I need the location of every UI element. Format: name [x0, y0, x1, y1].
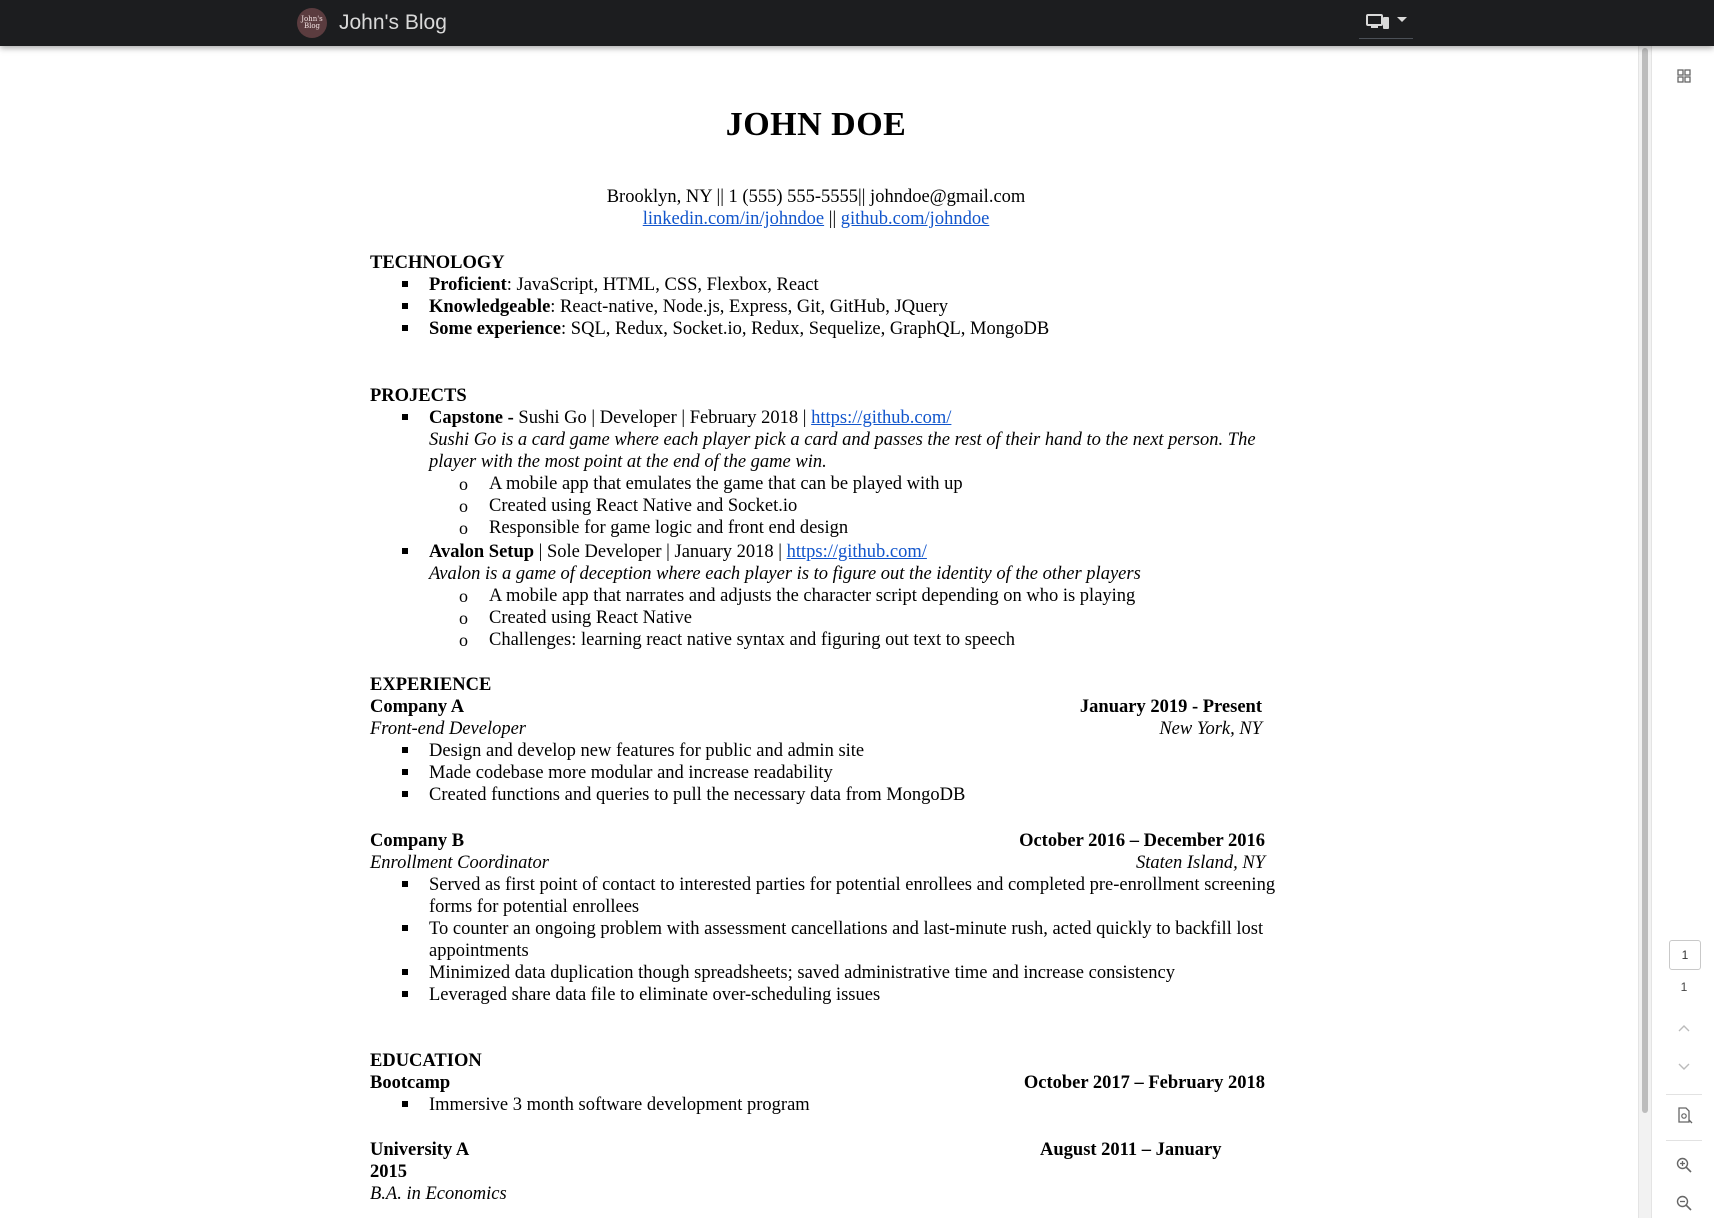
job-point: To counter an ongoing problem with assessment cancellations and last-minute rush, acted quickly to backfill lost [429, 919, 1264, 939]
project-point: Responsible for game logic and front end design [489, 518, 849, 538]
page-total: 1 [1680, 980, 1688, 994]
linkedin-link[interactable]: linkedin.com/in/johndoe [642, 209, 825, 229]
job-point: Design and develop new features for public and admin site [429, 741, 865, 761]
top-navbar [0, 0, 1714, 46]
school-dates: August 2011 – January [1040, 1140, 1222, 1160]
avalon-github-link[interactable]: https://github.com/ [786, 542, 927, 562]
project-capstone-desc-cont: player with the most point at the end of the game win. [429, 452, 827, 472]
job-point-cont: appointments [429, 941, 529, 961]
tech-some-experience: Some experience: SQL, Redux, Socket.io, Redux, Sequelize, GraphQL, MongoDB [429, 319, 1050, 339]
monitor-phone-icon [1366, 13, 1390, 31]
blog-title: John's Blog [339, 11, 447, 34]
tech-proficient: Proficient: JavaScript, HTML, CSS, Flexbox, React [429, 275, 819, 295]
job-company: Company B [370, 831, 465, 851]
document-viewer [0, 46, 1638, 1218]
sub-bullet: o [459, 586, 468, 606]
bullet [402, 325, 408, 331]
chevron-up-icon[interactable] [1672, 1016, 1696, 1040]
job-dates: October 2016 – December 2016 [1019, 831, 1265, 851]
experience-heading: EXPERIENCE [370, 675, 492, 695]
github-link[interactable]: github.com/johndoe [840, 209, 990, 229]
school-degree: B.A. in Economics [370, 1184, 507, 1204]
job-role: Front-end Developer [370, 719, 526, 739]
document-scrollbar[interactable] [1638, 46, 1651, 1218]
project-point: A mobile app that narrates and adjusts the character script depending on who is playing [489, 586, 1136, 606]
job-location: Staten Island, NY [1136, 853, 1265, 873]
bullet [402, 881, 408, 887]
bullet [402, 747, 408, 753]
bullet [402, 548, 408, 554]
device-view-dropdown[interactable] [1359, 6, 1413, 39]
projects-heading: PROJECTS [370, 386, 467, 406]
job-role: Enrollment Coordinator [370, 853, 550, 873]
project-point: A mobile app that emulates the game that can be played with up [489, 474, 963, 494]
job-point: Made codebase more modular and increase readability [429, 763, 833, 783]
blog-home-link[interactable] [297, 5, 447, 41]
caret-down-icon [1397, 17, 1407, 22]
page-number-input[interactable]: 1 [1669, 940, 1701, 970]
tech-knowledgeable: Knowledgeable: React-native, Node.js, Express, Git, GitHub, JQuery [429, 297, 948, 317]
sub-bullet: o [459, 518, 468, 538]
job-point: Created functions and queries to pull the necessary data from MongoDB [429, 785, 966, 805]
project-point: Created using React Native and Socket.io [489, 496, 798, 516]
capstone-github-link[interactable]: https://github.com/ [811, 408, 952, 428]
scrollbar-thumb[interactable] [1642, 48, 1648, 1113]
blog-logo [297, 8, 327, 38]
education-heading: EDUCATION [370, 1051, 482, 1071]
zoom-in-icon[interactable] [1672, 1153, 1696, 1177]
job-point: Minimized data duplication though spreadsheets; saved administrative time and increase consistency [429, 963, 1175, 983]
project-avalon-desc: Avalon is a game of deception where each player is to figure out the identity of the other players [429, 564, 1141, 584]
thumbnails-icon[interactable] [1672, 64, 1696, 88]
sub-bullet: o [459, 608, 468, 628]
profile-links [0, 208, 1632, 230]
links-separator: || [828, 209, 837, 229]
job-location: New York, NY [1159, 719, 1262, 739]
bullet [402, 769, 408, 775]
zoom-out-icon[interactable] [1672, 1191, 1696, 1215]
chevron-down-icon[interactable] [1672, 1055, 1696, 1079]
school-dates-cont: 2015 [370, 1162, 407, 1182]
project-avalon-title: Avalon Setup | Sole Developer | January 2018 | https://github.com/ [429, 542, 927, 562]
bullet [402, 1101, 408, 1107]
project-point: Challenges: learning react native syntax and figuring out text to speech [489, 630, 1016, 650]
technology-heading: TECHNOLOGY [370, 253, 505, 273]
school-name: University A [370, 1140, 470, 1160]
project-capstone-desc: Sushi Go is a card game where each player pick a card and passes the rest of their hand to the next person. The [429, 430, 1256, 450]
bullet [402, 991, 408, 997]
bullet [402, 303, 408, 309]
job-point-cont: forms for potential enrollees [429, 897, 640, 917]
sub-bullet: o [459, 496, 468, 516]
sub-bullet: o [459, 474, 468, 494]
bullet [402, 969, 408, 975]
bullet [402, 414, 408, 420]
bullet [402, 791, 408, 797]
bullet [402, 925, 408, 931]
logo-text: John's Blog [301, 15, 323, 30]
viewer-side-panel [1651, 46, 1714, 1218]
resume-name: JOHN DOE [725, 106, 907, 143]
job-dates: January 2019 - Present [1079, 697, 1262, 717]
document-settings-icon[interactable] [1672, 1103, 1696, 1127]
panel-divider [1666, 1094, 1702, 1095]
job-point: Served as first point of contact to interested parties for potential enrollees and completed pre-enrollment screening [429, 875, 1276, 895]
school-point: Immersive 3 month software development program [429, 1095, 810, 1115]
contact-line: Brooklyn, NY || 1 (555) 555-5555|| johndoe@gmail.com [606, 187, 1026, 207]
bullet [402, 281, 408, 287]
panel-divider [1666, 1140, 1702, 1141]
school-name: Bootcamp [370, 1073, 451, 1093]
project-point: Created using React Native [489, 608, 692, 628]
school-dates: October 2017 – February 2018 [1023, 1073, 1265, 1093]
job-company: Company A [370, 697, 465, 717]
project-capstone-title: Capstone - Sushi Go | Developer | February 2018 | https://github.com/ [429, 408, 952, 428]
sub-bullet: o [459, 630, 468, 650]
job-point: Leveraged share data file to eliminate over-scheduling issues [429, 985, 881, 1005]
